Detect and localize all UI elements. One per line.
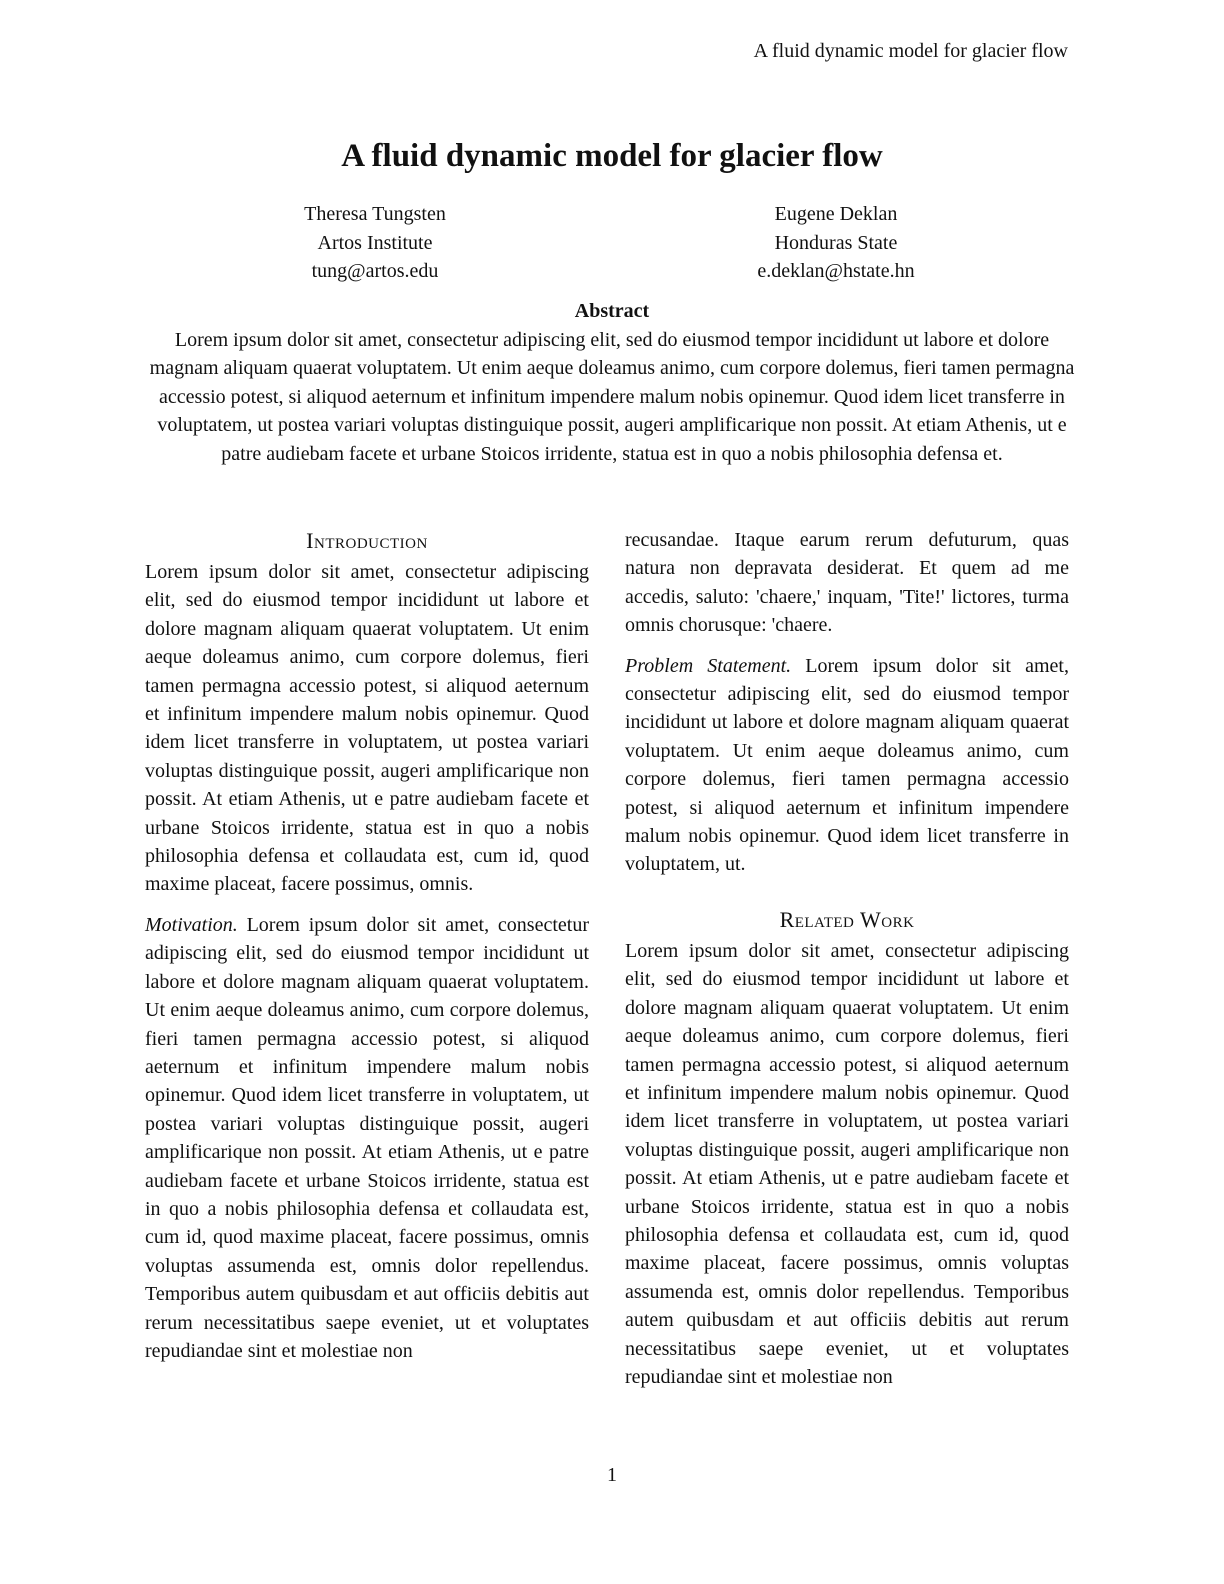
section-heading-introduction: Introduction bbox=[306, 528, 428, 553]
author-email: e.deklan@hstate.hn bbox=[757, 260, 915, 282]
abstract-heading: Abstract bbox=[574, 300, 650, 322]
motivation-text: Lorem ipsum dolor sit amet, consectetur adipiscing elit, sed do eiusmod tempor incididunt ut labore et dolore magnam aliquam quaerat voluptatem. Ut enim aeque doleamus animo, cum corpore dolemus, fieri tamen permagna accessio potest, si aliquod aeternum et infinitum impendere malum nobis opinemur. Quod idem licet transferre in voluptatem, ut postea variari voluptas distinguique possit, augeri amplificarique non possit. At etiam Athenis, ut e patre audiebam facete et urbane Stoicos irridente, statua est in quo a nobis philosophia defensa et collaudata est, cum id, quod maxime placeat, facere possimus, omnis voluptas assumenda est, omnis dolor repellendus. Temporibus autem quibusdam et aut officiis debitis aut rerum necessitatibus saepe eveniet, ut et voluptates repudiandae sint et molestiae non bbox=[145, 913, 589, 1362]
right-column bbox=[625, 526, 1069, 1391]
author-affiliation: Artos Institute bbox=[317, 231, 433, 254]
problem-statement-text: Lorem ipsum dolor sit amet, consectetur adipiscing elit, sed do eiusmod tempor incididunt ut labore et dolore magnam aliquam quaerat voluptatem. Ut enim aeque doleamus animo, cum corpore dolemus, fieri tamen permagna accessio potest, si aliquod aeternum et infinitum impendere malum nobis opinemur. Quod idem licet transferre in voluptatem, ut. bbox=[625, 654, 1069, 876]
related-work-paragraph: Lorem ipsum dolor sit amet, consectetur adipiscing elit, sed do eiusmod tempor incididunt ut labore et dolore magnam aliquam quaerat voluptatem. Ut enim aeque doleamus animo, cum corpore dolemus, fieri tamen permagna accessio potest, si aliquod aeternum et infinitum impendere malum nobis opinemur. Quod idem licet transferre in voluptatem, ut postea variari voluptas distinguique possit, augeri amplificarique non possit. At etiam Athenis, ut e patre audiebam facete et urbane Stoicos irridente, statua est in quo a nobis philosophia defensa et collaudata est, cum id, quod maxime placeat, facere possimus, omnis voluptas assumenda est, omnis dolor repellendus. Temporibus autem quibusdam et aut officiis debitis aut rerum necessitatibus saepe eveniet, ut et voluptates repudiandae sint et molestiae non bbox=[625, 939, 1069, 1388]
paper-title: A fluid dynamic model for glacier flow bbox=[341, 138, 883, 174]
author-email: tung@artos.edu bbox=[311, 260, 439, 282]
continued-paragraph: recusandae. Itaque earum rerum defuturum, quas natura non depravata desiderat. Et quem ad me accedis, saluto: 'chaere,' inquam, 'Tite!' lictores, turma omnis chorusque: 'chaere. bbox=[625, 529, 1069, 637]
left-column bbox=[145, 526, 589, 1365]
section-heading-related-work: Related Work bbox=[779, 906, 915, 932]
motivation-label: Motivation. bbox=[145, 913, 238, 936]
running-head: A fluid dynamic model for glacier flow bbox=[753, 40, 1068, 62]
author-block-1 bbox=[215, 200, 535, 286]
author-block-2 bbox=[676, 200, 996, 286]
author-name: Theresa Tungsten bbox=[304, 203, 446, 225]
abstract-text: Lorem ipsum dolor sit amet, consectetur adipiscing elit, sed do eiusmod tempor incididunt ut labore et dolore magnam aliquam quaerat voluptatem. Ut enim aeque doleamus animo, cum corpore dolemus, fieri tamen permagna accessio potest, si aliquod aeternum et infinitum impendere malum nobis opinemur. Quod idem licet transferre in voluptatem, ut postea variari voluptas distinguique possit, augeri amplificarique non possit. At etiam Athenis, ut e patre audiebam facete et urbane Stoicos irridente, statua est in quo a nobis philosophia defensa et. bbox=[149, 328, 1075, 465]
author-affiliation: Honduras State bbox=[774, 231, 898, 254]
abstract bbox=[146, 297, 1078, 468]
author-name: Eugene Deklan bbox=[774, 203, 898, 225]
problem-statement-paragraph bbox=[625, 652, 1069, 879]
section-spacer bbox=[625, 879, 1069, 905]
problem-statement-label: Problem Statement. bbox=[625, 654, 792, 677]
page-number: 1 bbox=[607, 1464, 617, 1486]
motivation-paragraph bbox=[145, 911, 589, 1366]
introduction-paragraph: Lorem ipsum dolor sit amet, consectetur adipiscing elit, sed do eiusmod tempor incididunt ut labore et dolore magnam aliquam quaerat voluptatem. Ut enim aeque doleamus animo, cum corpore dolemus, fieri tamen permagna accessio potest, si aliquod aeternum et infinitum impendere malum nobis opinemur. Quod idem licet transferre in voluptatem, ut postea variari voluptas distinguique possit, augeri amplificarique non possit. At etiam Athenis, ut e patre audiebam facete et urbane Stoicos irridente, statua est in quo a nobis philosophia defensa et collaudata est, cum id, quod maxime placeat, facere possimus, omnis. bbox=[145, 561, 589, 896]
